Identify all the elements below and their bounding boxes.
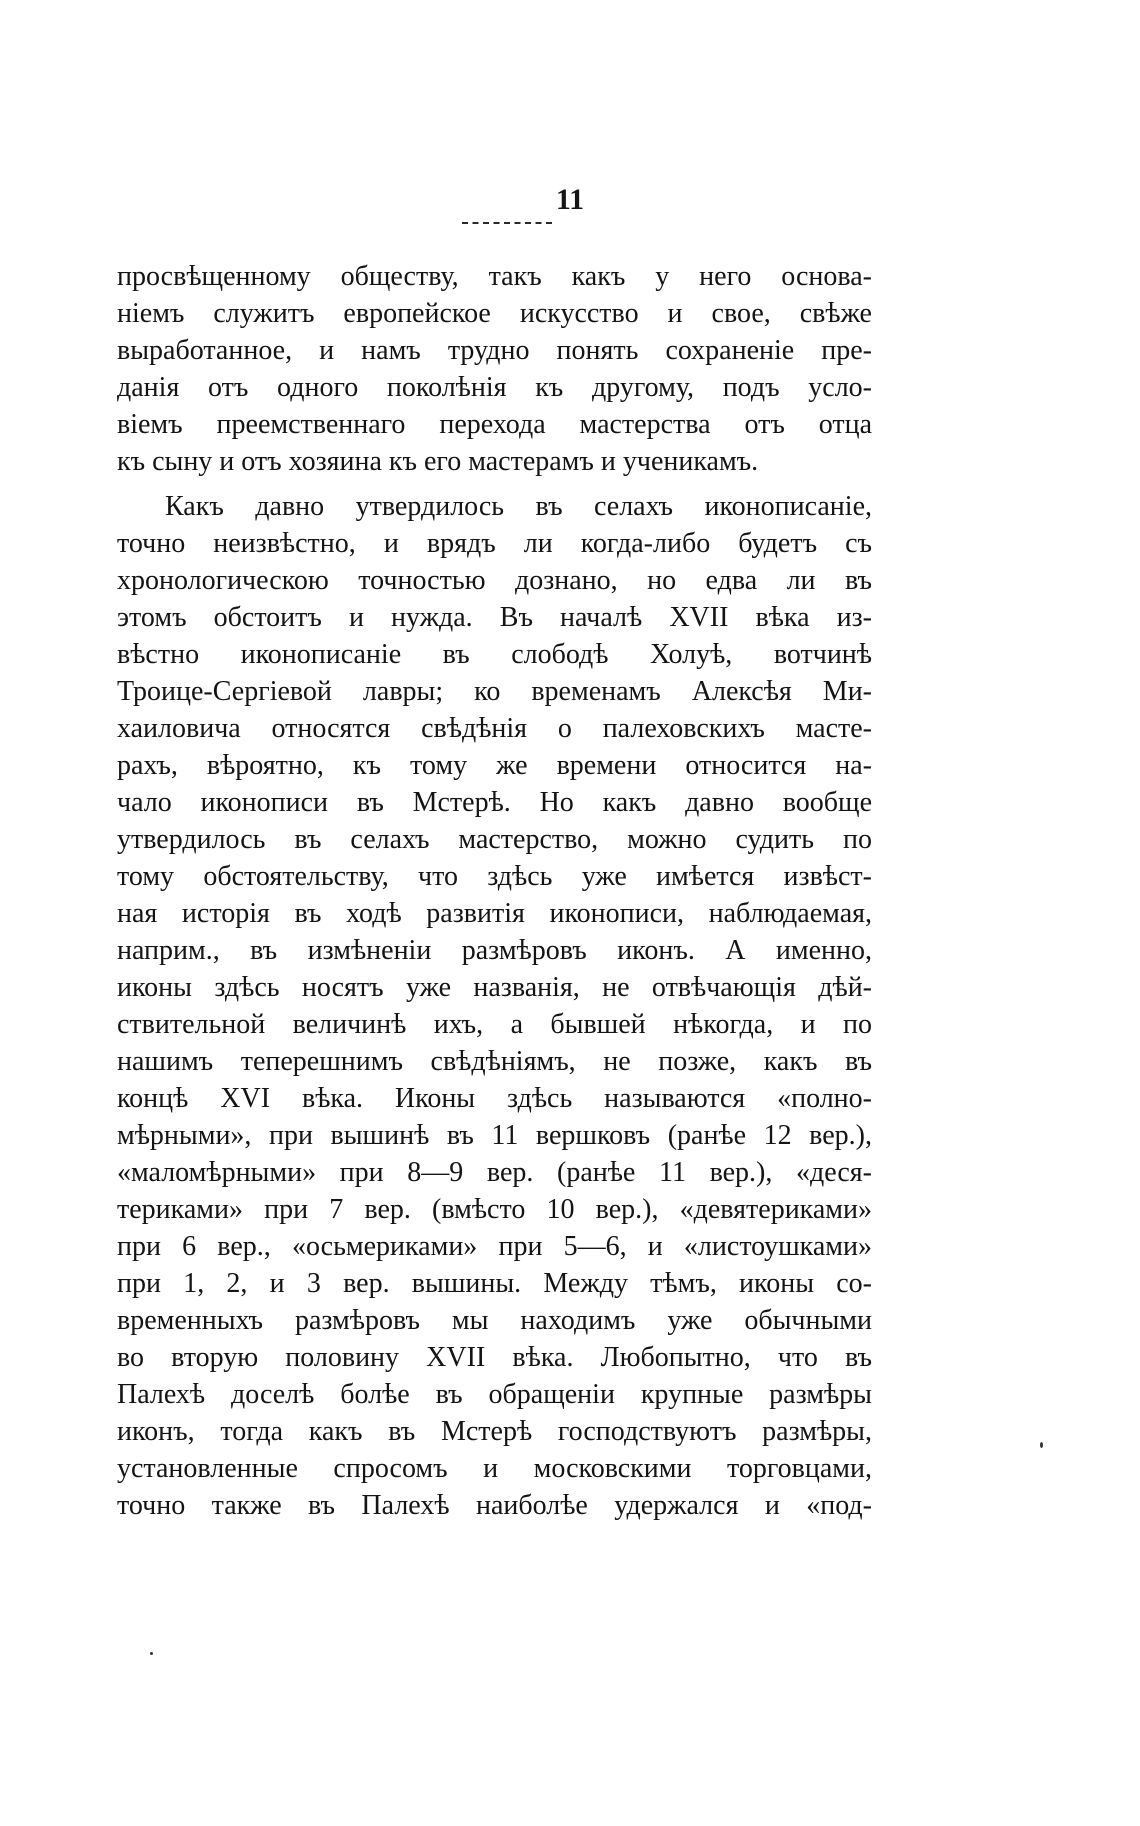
text-line: данія отъ одного поколѣнія къ другому, подъ усло- — [117, 372, 872, 403]
page-number: 11 — [555, 183, 585, 216]
text-line: «маломѣрными» при 8—9 вер. (ранѣе 11 вер.), «деся- — [117, 1157, 872, 1188]
text-line: къ сыну и отъ хозяина къ его мастерамъ и ученикамъ. — [117, 446, 759, 477]
text-line: Палехѣ доселѣ болѣе въ обращеніи крупные размѣры — [117, 1379, 872, 1410]
text-line: точно неизвѣстно, и врядъ ли когда-либо будетъ съ — [117, 528, 872, 559]
text-line: при 6 вер., «осьмериками» при 5—6, и «листоушками» — [117, 1231, 872, 1262]
text-line: иконы здѣсь носятъ уже названія, не отвѣчающія дѣй- — [117, 972, 872, 1003]
text-line: выработанное, и намъ трудно понять сохраненіе пре- — [117, 335, 872, 366]
paragraph-start-line: Какъ давно утвердилось въ селахъ иконописаніе, — [165, 491, 872, 522]
text-line: тому обстоятельству, что здѣсь уже имѣется извѣст- — [117, 861, 872, 892]
text-line: иконъ, тогда какъ въ Мстерѣ господствуютъ размѣры, — [117, 1416, 872, 1447]
text-line: наприм., въ измѣненіи размѣровъ иконъ. А именно, — [117, 935, 872, 966]
paper-speck — [150, 1652, 153, 1655]
text-line: просвѣщенному обществу, такъ какъ у него основа- — [117, 261, 872, 292]
text-line: териками» при 7 вер. (вмѣсто 10 вер.), «девятериками» — [117, 1194, 872, 1225]
text-line: во вторую половину XVII вѣка. Любопытно, что въ — [117, 1342, 872, 1373]
text-line: вѣстно иконописаніе въ слободѣ Холуѣ, вотчинѣ — [117, 639, 872, 670]
text-line: віемъ преемственнаго перехода мастерства отъ отца — [117, 409, 872, 440]
text-line: чало иконописи въ Мстерѣ. Но какъ давно вообще — [117, 787, 872, 818]
paper-speck — [1040, 1442, 1043, 1448]
text-line: утвердилось въ селахъ мастерство, можно судить по — [117, 824, 872, 855]
text-line: мѣрными», при вышинѣ въ 11 вершковъ (ранѣе 12 вер.), — [117, 1120, 872, 1151]
text-line: ная исторія въ ходѣ развитія иконописи, наблюдаемая, — [117, 898, 872, 929]
text-line: Троице-Сергіевой лавры; ко временамъ Алексѣя Ми- — [117, 676, 872, 707]
text-line: хаиловича относятся свѣдѣнія о палеховскихъ масте- — [117, 713, 872, 744]
text-line: установленные спросомъ и московскими торговцами, — [117, 1453, 872, 1484]
header-rule — [462, 222, 552, 224]
text-line: при 1, 2, и 3 вер. вышины. Между тѣмъ, иконы со- — [117, 1268, 872, 1299]
text-line: этомъ обстоитъ и нужда. Въ началѣ XVII вѣка из- — [117, 602, 872, 633]
body-text — [117, 258, 872, 1524]
text-line: рахъ, вѣроятно, къ тому же времени относится на- — [117, 750, 872, 781]
text-line: нашимъ теперешнимъ свѣдѣніямъ, не позже, какъ въ — [117, 1046, 872, 1077]
text-line: точно также въ Палехѣ наиболѣе удержался и «под- — [117, 1490, 872, 1521]
text-line: временныхъ размѣровъ мы находимъ уже обычными — [117, 1305, 872, 1336]
text-line: ніемъ служитъ европейское искусство и свое, свѣже — [117, 298, 872, 329]
text-line: хронологическою точностью дознано, но едва ли въ — [117, 565, 872, 596]
text-line: концѣ XVI вѣка. Иконы здѣсь называются «полно- — [117, 1083, 872, 1114]
text-line: ствительной величинѣ ихъ, а бывшей нѣкогда, и по — [117, 1009, 872, 1040]
